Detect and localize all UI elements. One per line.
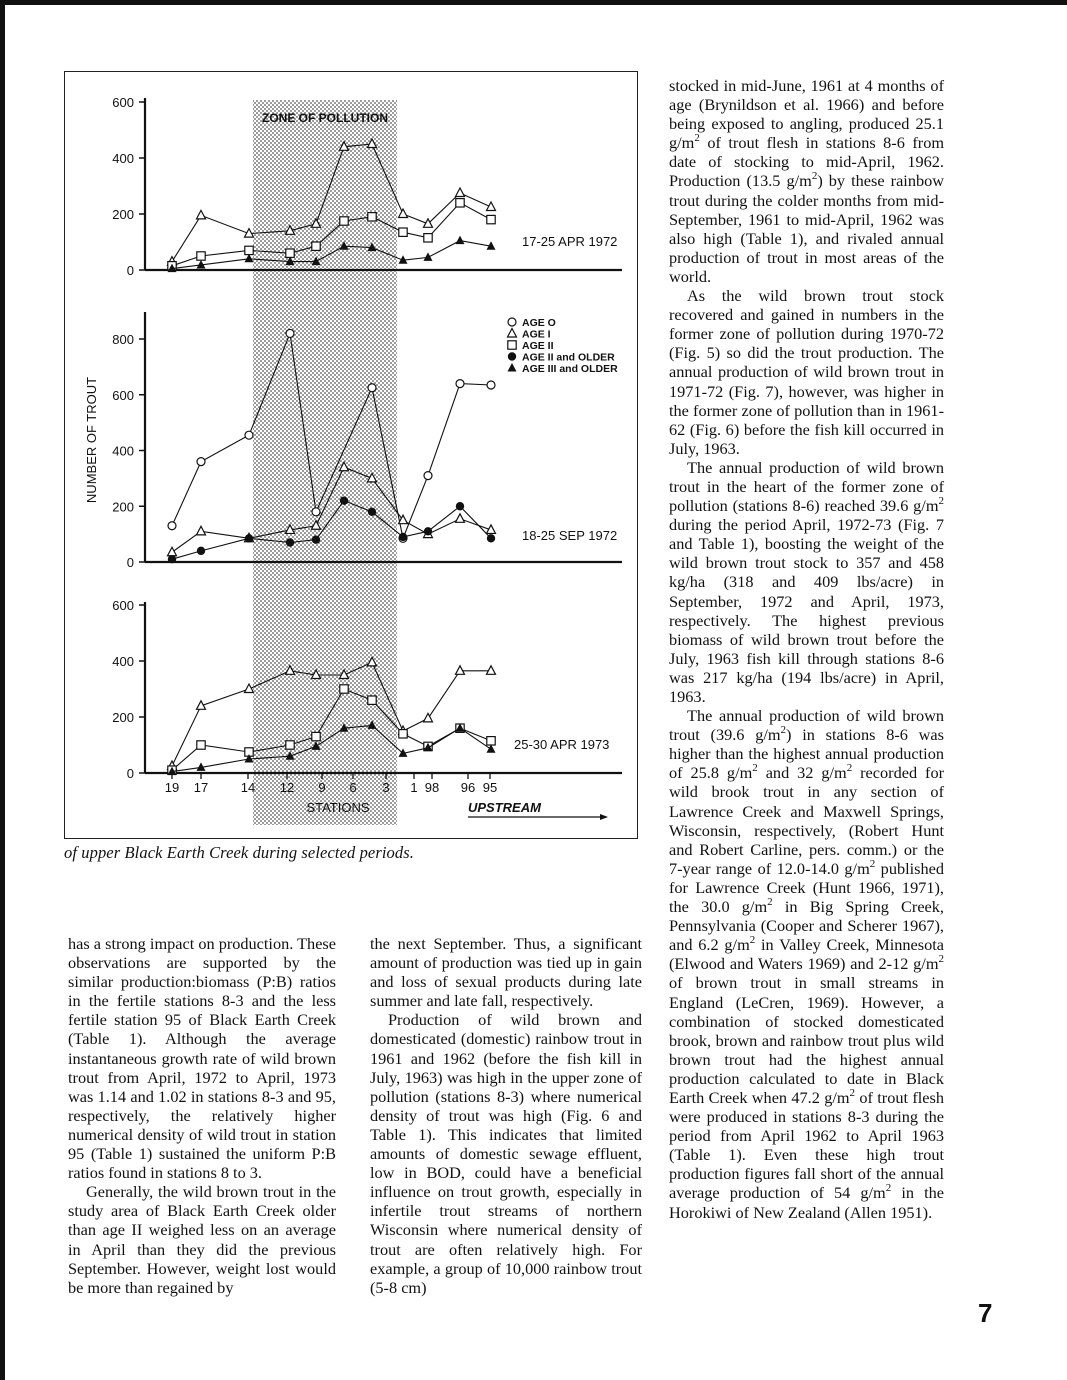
scan-edge-left xyxy=(0,0,5,1380)
open-square-marker-icon xyxy=(399,730,407,738)
open-circle-marker-icon xyxy=(487,381,495,389)
legend-label: AGE II xyxy=(522,340,554,352)
open-circle-marker-icon xyxy=(312,508,320,516)
open-triangle-marker-icon xyxy=(197,526,206,535)
open-triangle-marker-icon xyxy=(197,210,206,219)
x-tick-label: 19 xyxy=(164,780,180,795)
text-column-right xyxy=(669,76,944,1222)
x-tick-label: 17 xyxy=(193,780,209,795)
open-square-marker-icon xyxy=(197,252,205,260)
open-circle-marker-icon xyxy=(508,318,516,326)
trout-count-figure xyxy=(64,71,638,839)
filled-circle-marker-icon xyxy=(368,508,376,516)
filled-circle-marker-icon xyxy=(312,536,320,544)
filled-circle-marker-icon xyxy=(286,538,294,546)
open-triangle-marker-icon xyxy=(245,684,254,693)
filled-circle-marker-icon xyxy=(399,533,407,541)
x-axis-label: STATIONS xyxy=(306,800,370,815)
text-column-middle xyxy=(370,934,642,1297)
open-square-marker-icon xyxy=(197,741,205,749)
arrowhead-icon xyxy=(600,814,608,820)
y-tick-label: 0 xyxy=(126,555,134,570)
y-axis-label: NUMBER OF TROUT xyxy=(84,376,99,504)
zone-of-pollution-shading xyxy=(253,100,397,825)
x-tick-label: 96 xyxy=(460,780,476,795)
open-square-marker-icon xyxy=(245,246,253,254)
filled-circle-marker-icon xyxy=(487,534,495,542)
open-circle-marker-icon xyxy=(368,384,376,392)
open-triangle-marker-icon xyxy=(487,202,496,211)
x-tick-label: 9 xyxy=(318,780,326,795)
filled-triangle-marker-icon xyxy=(424,252,433,261)
filled-circle-marker-icon xyxy=(197,547,205,555)
open-square-marker-icon xyxy=(312,242,320,250)
filled-triangle-marker-icon xyxy=(508,363,517,372)
y-tick-label: 600 xyxy=(112,387,134,403)
filled-circle-marker-icon xyxy=(168,555,176,563)
filled-circle-marker-icon xyxy=(456,502,464,510)
paragraph: has a strong impact on production. These observations are supported by the similar production:biomass (P:B) ratios in the fertile stations 8-3 and the less fertile station 95 of Black Earth Creek (Table 1). Although the average instantaneous growth rate of wild brown trout from April, 1972 to April, 1973 was 1.14 and 1.02 in stations 8-3 and 95, respectively, the relatively higher numerical density of wild trout in station 95 (Table 1) sustained the uniform P:B ratios found in stations 8 to 3. xyxy=(68,934,336,1183)
x-tick-label: 6 xyxy=(349,780,357,795)
x-tick-label: 12 xyxy=(279,780,295,795)
text-column-left xyxy=(68,934,336,1297)
upstream-label: UPSTREAM xyxy=(468,800,541,815)
open-triangle-marker-icon xyxy=(168,547,177,556)
filled-circle-marker-icon xyxy=(340,496,348,504)
open-circle-marker-icon xyxy=(168,522,176,530)
open-square-marker-icon xyxy=(508,341,516,349)
open-circle-marker-icon xyxy=(424,472,432,480)
y-tick-label: 0 xyxy=(126,263,134,278)
filled-circle-marker-icon xyxy=(424,527,432,535)
page-number: 7 xyxy=(978,1298,993,1328)
panel-3-period: 25-30 APR 1973 xyxy=(514,737,610,752)
y-tick-label: 800 xyxy=(112,332,134,347)
x-tick-label: 1 xyxy=(410,780,418,795)
y-tick-label: 400 xyxy=(112,151,134,166)
open-square-marker-icon xyxy=(340,685,348,693)
filled-circle-marker-icon xyxy=(245,534,253,542)
legend-label: AGE O xyxy=(522,317,556,329)
open-circle-marker-icon xyxy=(286,329,294,337)
open-triangle-marker-icon xyxy=(456,188,465,197)
open-square-marker-icon xyxy=(340,217,348,225)
open-circle-marker-icon xyxy=(197,458,205,466)
y-tick-label: 600 xyxy=(112,95,134,110)
open-triangle-marker-icon xyxy=(399,209,408,218)
legend-label: AGE I xyxy=(522,328,551,341)
filled-triangle-marker-icon xyxy=(456,236,465,245)
paragraph: the next September. Thus, a significant amount of production was tied up in gain and loss of sexual products during late summer and late fall, respectively. xyxy=(370,934,642,1011)
open-circle-marker-icon xyxy=(245,431,253,439)
figure-caption: of upper Black Earth Creek during selected periods. xyxy=(64,843,414,862)
open-triangle-marker-icon xyxy=(508,329,517,338)
paragraph: stocked in mid-June, 1961 at 4 months of age (Brynildson et al. 1966) and before being exposed to angling, produced 25.1 $g/m^2$ of trout flesh in stations 8-6 from date of stocking to mid-April, 1962. Production (13.5 $g/m^2$) by these rainbow trout during the colder months from mid-September, 1961 to mid-April, 1962 was also high (Table 1), and rivaled annual production of trout in most areas of the world. xyxy=(669,76,944,286)
y-tick-label: 200 xyxy=(112,207,134,222)
x-tick-label: 95 xyxy=(482,780,498,795)
legend-label: AGE III and OLDER xyxy=(522,363,618,375)
y-tick-label: 0 xyxy=(126,766,134,781)
open-square-marker-icon xyxy=(368,696,376,704)
panel-1-period: 17-25 APR 1972 xyxy=(522,234,618,249)
open-circle-marker-icon xyxy=(456,380,464,388)
y-tick-label: 400 xyxy=(112,654,134,669)
open-square-marker-icon xyxy=(399,228,407,236)
open-square-marker-icon xyxy=(286,741,294,749)
open-square-marker-icon xyxy=(487,215,495,223)
open-square-marker-icon xyxy=(487,737,495,745)
filled-circle-marker-icon xyxy=(508,352,516,360)
y-tick-label: 200 xyxy=(112,710,134,725)
open-square-marker-icon xyxy=(368,213,376,221)
y-tick-label: 200 xyxy=(112,499,134,515)
open-triangle-marker-icon xyxy=(456,514,465,523)
panel-2-period: 18-25 SEP 1972 xyxy=(522,528,618,543)
legend-label: AGE II and OLDER xyxy=(522,351,615,364)
y-tick-label: 400 xyxy=(112,443,134,459)
y-tick-label: 600 xyxy=(112,598,134,613)
legend xyxy=(508,317,619,375)
paragraph: The annual production of wild brown trout (39.6 $g/m^2$) in stations 8-6 was higher than the highest annual production of 25.8 $g/m^2$ and 32 $g/m^2$ recorded for wild brook trout in any section of Lawrence Creek and Maxwell Springs, Wisconsin, respectively, (Robert Hunt and Robert Carline, pers. comm.) or the 7-year range of 12.0-14.0 $g/m^2$ published for Lawrence Creek (Hunt 1966, 1971), the 30.0 $g/m^2$ in Big Spring Creek, Pennsylvania (Cooper and Scherer 1967), and 6.2 $g/m^2$ in Valley Creek, Minnesota (Elwood and Waters 1969) and 2-12 $g/m^2$ of brown trout in small streams in England (LeCren, 1969). However, a combination of stocked domesticated brook, brown and rainbow trout plus wild brown trout had the highest annual production calculated to date in Black Earth Creek when 47.2 $g/m^2$ of trout flesh were produced in stations 8-3 during the period from April 1962 to April 1963 (Table 1). Even these high trout production figures fall short of the annual average production of 54 $g/m^2$ in the Horokiwi of New Zealand (Allen 1951). xyxy=(669,706,945,1222)
x-tick-label: 98 xyxy=(424,780,440,795)
open-triangle-marker-icon xyxy=(487,666,496,675)
paragraph: As the wild brown trout stock recovered and gained in numbers in the former zone of pollution during 1970-72 (Fig. 5) so did the trout production. The annual production of wild brown trout in 1971-72 (Fig. 7), however, was higher in the former zone of pollution than in 1961-62 (Fig. 6) before the fish kill occurred in July, 1963. xyxy=(669,286,944,458)
paragraph: Generally, the wild brown trout in the study area of Black Earth Creek older than age II weighed less on an average in April than they did the previous September. However, weight lost would be more than regained by xyxy=(68,1182,336,1297)
paragraph: Production of wild brown and domesticated (domestic) rainbow trout in 1961 and 1962 (before the fish kill in July, 1963) was high in the upper zone of pollution (stations 8-3) where numerical density of trout was high (Fig. 6 and Table 1). This indicates that limited amounts of domestic sewage effluent, low in BOD, could have a beneficial influence on trout growth, especially in infertile trout streams of northern Wisconsin where numerical density of trout are often relatively high. For example, a group of 10,000 rainbow trout (5-8 cm) xyxy=(370,1010,642,1297)
open-square-marker-icon xyxy=(456,199,464,207)
open-square-marker-icon xyxy=(424,234,432,242)
x-tick-label: 14 xyxy=(240,780,256,795)
paragraph: The annual production of wild brown trout in the heart of the former zone of pollution (stations 8-6) reached 39.6 $g/m^2$ during the period April, 1972-73 (Fig. 7 and Table 1), boosting the weight of the wild brown trout stock to 357 and 458 kg/ha (318 and 409 lbs/acre) in September, 1972 and April, 1973, respectively. The highest previous biomass of wild brown trout before the July, 1963 fish kill through stations 8-6 was 217 kg/ha (194 lbs/acre) in April, 1963. xyxy=(669,457,944,706)
open-triangle-marker-icon xyxy=(456,666,465,675)
open-square-marker-icon xyxy=(286,249,294,257)
zone-label: ZONE OF POLLUTION xyxy=(262,111,388,125)
scan-edge-top xyxy=(0,0,1067,5)
x-tick-label: 3 xyxy=(382,780,390,795)
open-square-marker-icon xyxy=(312,732,320,740)
